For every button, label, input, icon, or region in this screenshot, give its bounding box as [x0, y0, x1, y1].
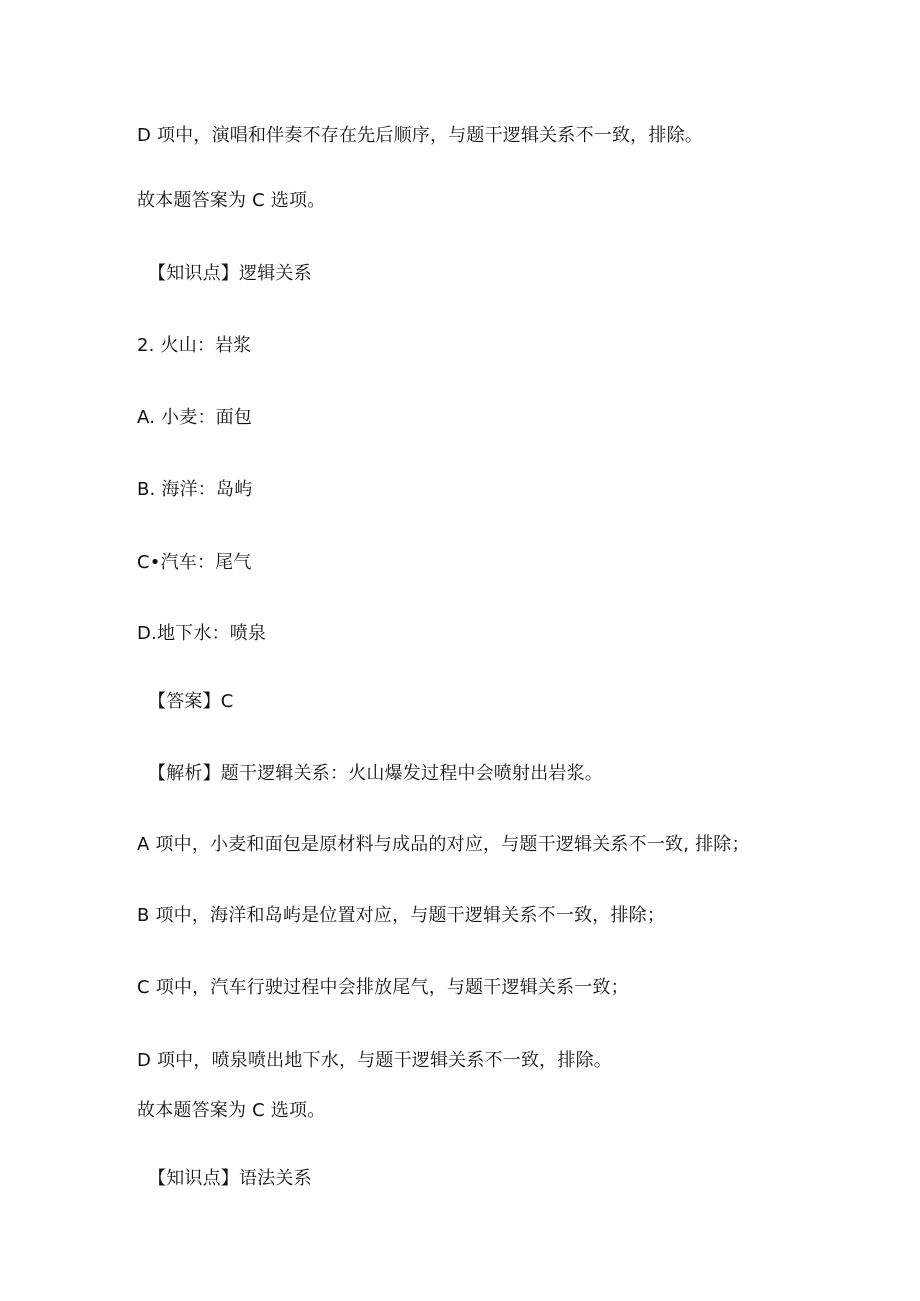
- knowledge-point-previous: 【知识点】逻辑关系: [148, 263, 312, 284]
- option-c: C•汽车：尾气: [137, 552, 252, 573]
- option-d: D.地下水：喷泉: [137, 623, 267, 644]
- answer-label: 【答案】C: [148, 691, 234, 712]
- question-2-stem: 2. 火山：岩浆: [137, 335, 252, 356]
- analysis-option-b: B 项中，海洋和岛屿是位置对应，与题干逻辑关系不一致，排除；: [137, 905, 666, 926]
- analysis-intro: 【解析】题干逻辑关系：火山爆发过程中会喷射出岩浆。: [148, 763, 603, 784]
- knowledge-point: 【知识点】语法关系: [148, 1168, 312, 1189]
- analysis-option-c: C 项中，汽车行驶过程中会排放尾气，与题干逻辑关系一致；: [137, 977, 629, 998]
- explanation-option-d-previous: D 项中，演唱和伴奏不存在先后顺序，与题干逻辑关系不一致，排除。: [137, 125, 703, 146]
- option-b: B. 海洋：岛屿: [137, 479, 253, 500]
- analysis-option-a: A 项中，小麦和面包是原材料与成品的对应，与题干逻辑关系不一致, 排除；: [137, 834, 750, 855]
- answer-conclusion-previous: 故本题答案为 C 选项。: [137, 190, 326, 211]
- answer-conclusion: 故本题答案为 C 选项。: [137, 1100, 326, 1121]
- analysis-option-d: D 项中，喷泉喷出地下水，与题干逻辑关系不一致，排除。: [137, 1050, 612, 1071]
- option-a: A. 小麦：面包: [137, 407, 253, 428]
